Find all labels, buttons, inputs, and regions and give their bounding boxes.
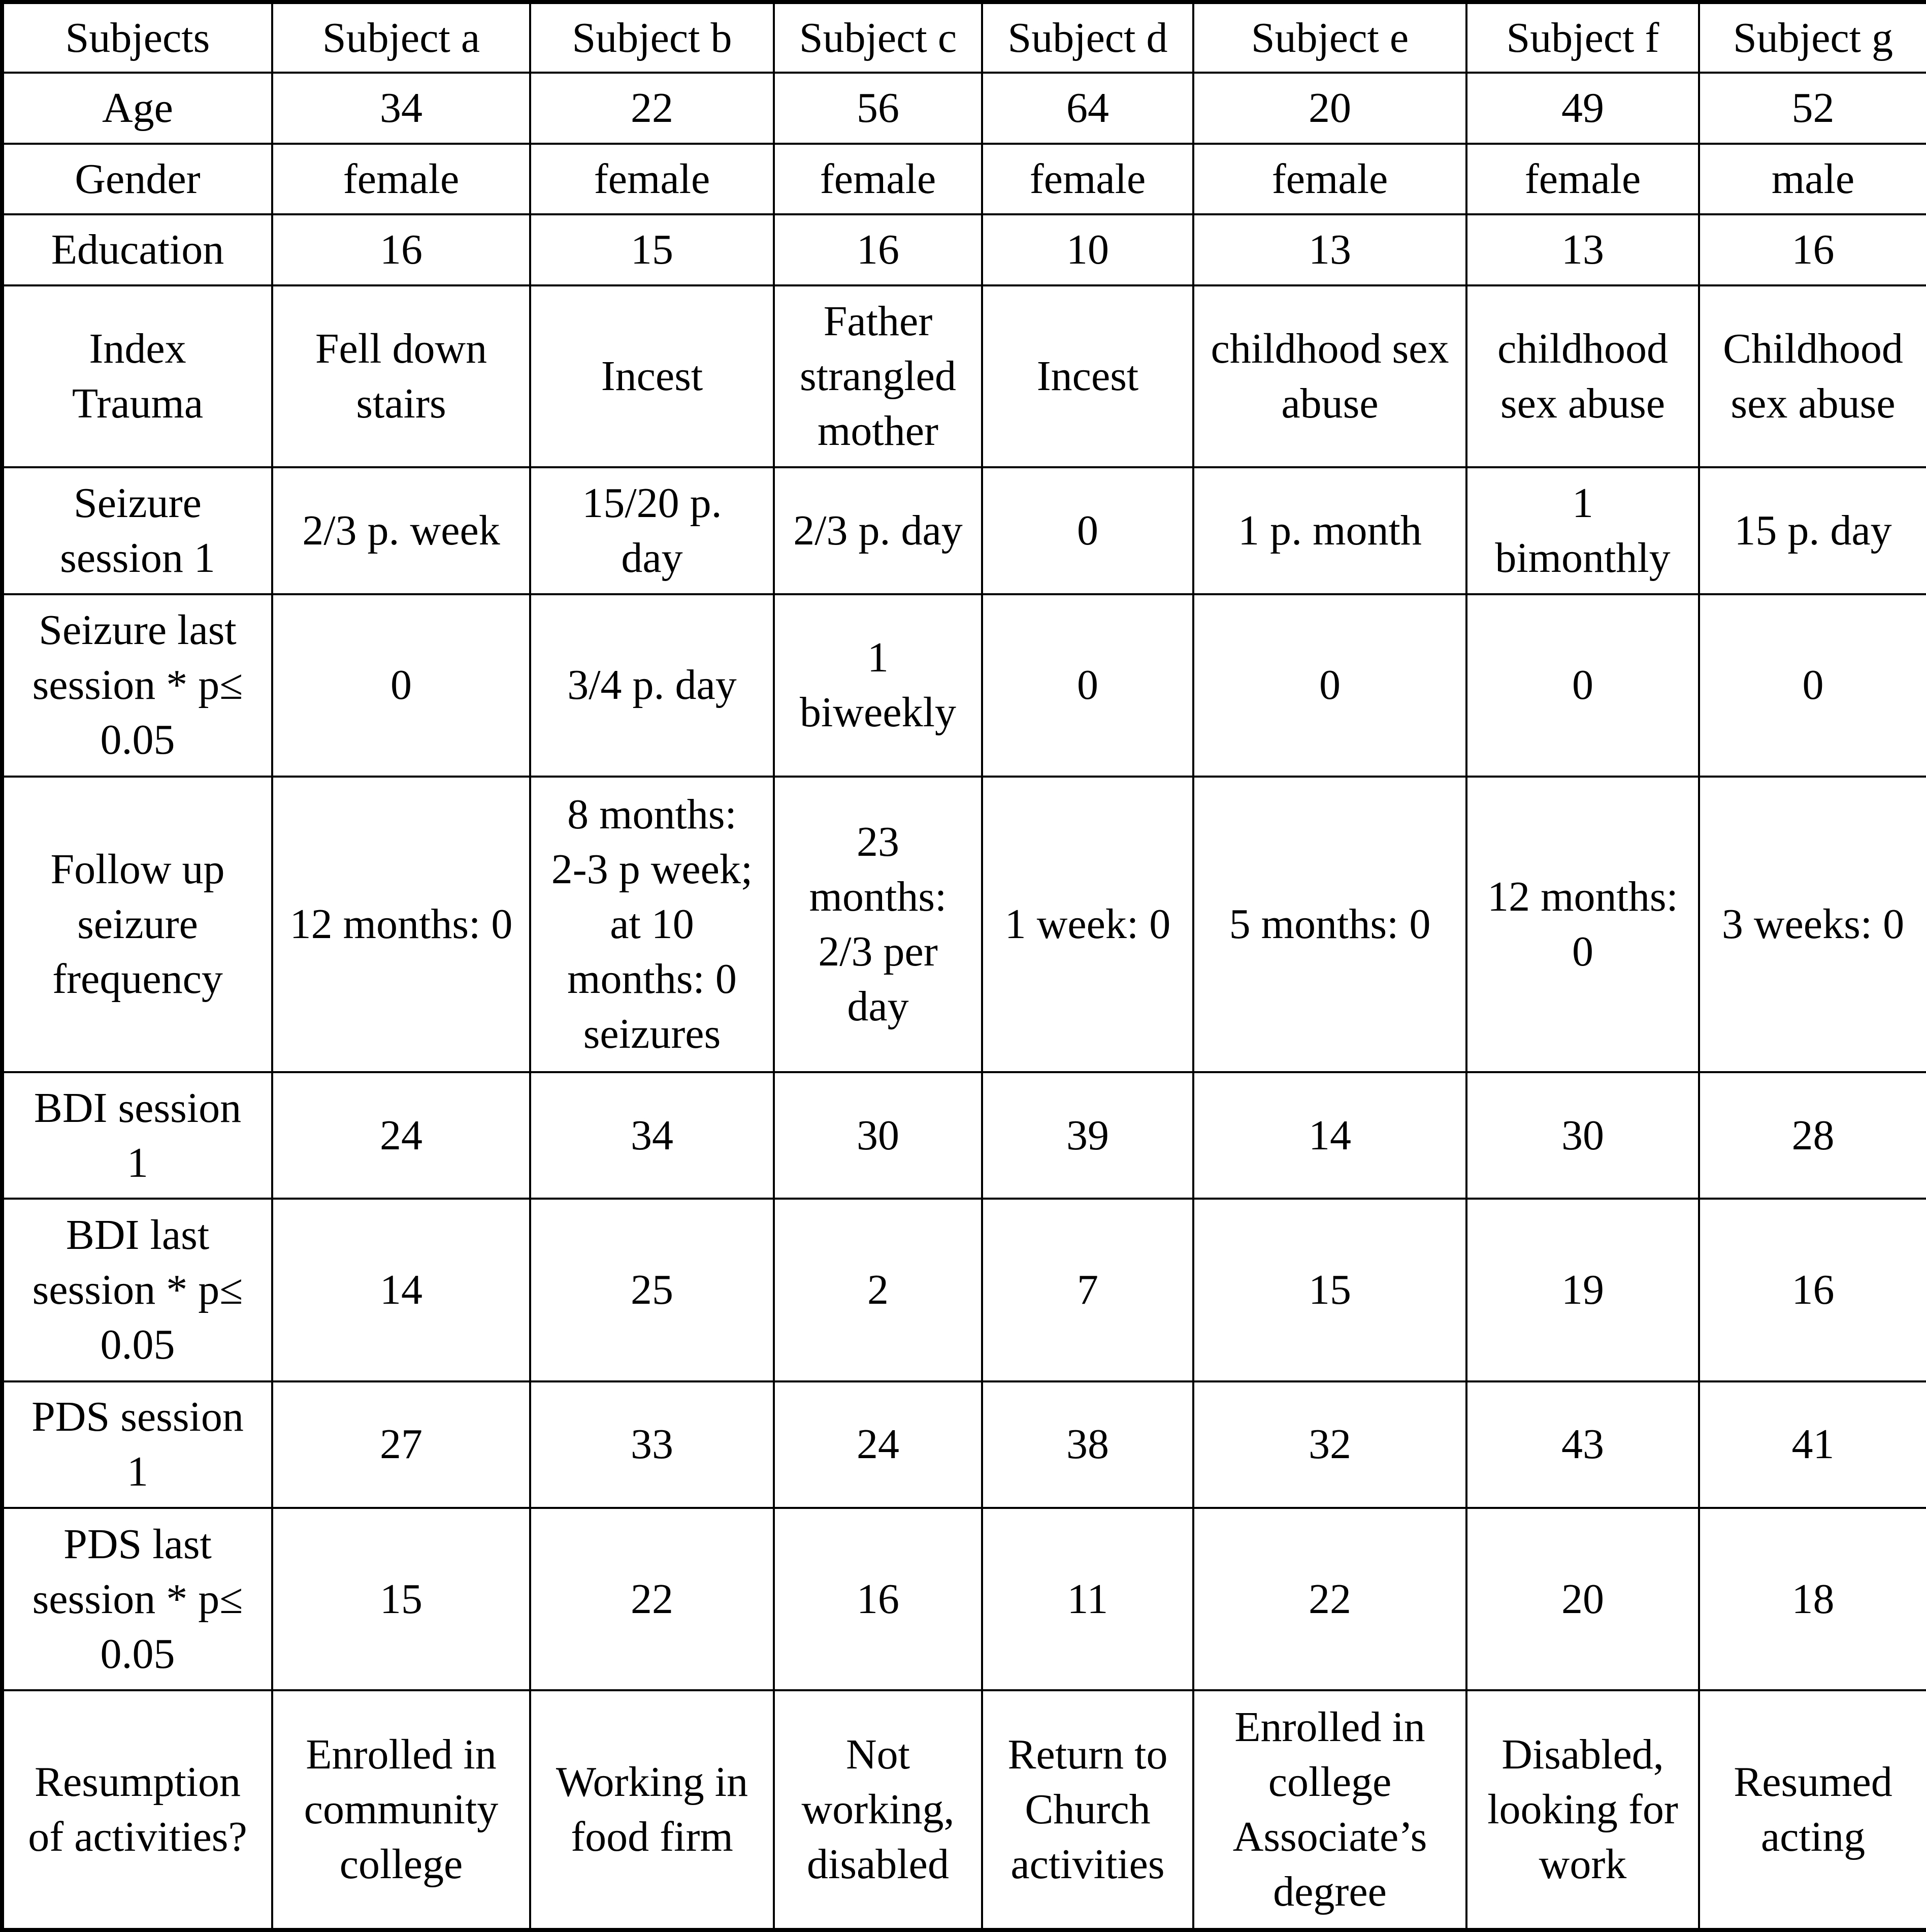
table-cell: 16 bbox=[774, 214, 982, 285]
table-cell: Enrolled in college Associate’s degree bbox=[1193, 1690, 1466, 1930]
table-cell: 15 bbox=[272, 1508, 530, 1690]
table-cell: 3/4 p. day bbox=[530, 594, 774, 777]
table-cell: 1 biweekly bbox=[774, 594, 982, 777]
row-label-bdi-last-session: BDI last session * p≤ 0.05 bbox=[2, 1199, 272, 1381]
table-cell: 16 bbox=[1699, 214, 1926, 285]
table-cell: 19 bbox=[1466, 1199, 1699, 1381]
table-cell: 34 bbox=[272, 73, 530, 143]
row-label-age: Age bbox=[2, 73, 272, 143]
table-cell: 56 bbox=[774, 73, 982, 143]
header-cell-subject-c: Subject c bbox=[774, 2, 982, 73]
table-cell: 16 bbox=[774, 1508, 982, 1690]
table-row-pds-last-session bbox=[2, 1508, 1926, 1690]
table-cell: 0 bbox=[1699, 594, 1926, 777]
table-row-bdi-last-session bbox=[2, 1199, 1926, 1381]
table-cell: 41 bbox=[1699, 1381, 1926, 1508]
table-cell: 14 bbox=[272, 1199, 530, 1381]
table-cell: Enrolled in community college bbox=[272, 1690, 530, 1930]
table-cell: Fell down stairs bbox=[272, 285, 530, 467]
row-label-pds-session-1: PDS session 1 bbox=[2, 1381, 272, 1508]
table-cell: male bbox=[1699, 144, 1926, 214]
table-row-pds-session-1 bbox=[2, 1381, 1926, 1508]
table-cell: 0 bbox=[1466, 594, 1699, 777]
table-cell: Father strangled mother bbox=[774, 285, 982, 467]
table-cell: 13 bbox=[1193, 214, 1466, 285]
table-cell: 13 bbox=[1466, 214, 1699, 285]
table-cell: 30 bbox=[1466, 1072, 1699, 1199]
row-label-seizure-session-1: Seizure session 1 bbox=[2, 467, 272, 594]
table-cell: 15 bbox=[530, 214, 774, 285]
table-cell: female bbox=[1193, 144, 1466, 214]
table-cell: 2 bbox=[774, 1199, 982, 1381]
table-cell: female bbox=[530, 144, 774, 214]
header-cell-subject-a: Subject a bbox=[272, 2, 530, 73]
table-cell: female bbox=[272, 144, 530, 214]
table-cell: 52 bbox=[1699, 73, 1926, 143]
table-cell: 43 bbox=[1466, 1381, 1699, 1508]
row-label-follow-up: Follow up seizure frequency bbox=[2, 777, 272, 1072]
table-cell: 20 bbox=[1193, 73, 1466, 143]
table-cell: 5 months: 0 bbox=[1193, 777, 1466, 1072]
table-cell: Return to Church activities bbox=[982, 1690, 1193, 1930]
table-cell: Disabled, looking for work bbox=[1466, 1690, 1699, 1930]
table-cell: female bbox=[1466, 144, 1699, 214]
table-cell: 27 bbox=[272, 1381, 530, 1508]
table-cell: 23 months: 2/3 per day bbox=[774, 777, 982, 1072]
table-cell: Not working, disabled bbox=[774, 1690, 982, 1930]
table-cell: 1 week: 0 bbox=[982, 777, 1193, 1072]
table-cell: 12 months: 0 bbox=[1466, 777, 1699, 1072]
table-row-resumption bbox=[2, 1690, 1926, 1930]
table-cell: 49 bbox=[1466, 73, 1699, 143]
table-cell: 3 weeks: 0 bbox=[1699, 777, 1926, 1072]
header-cell-subject-e: Subject e bbox=[1193, 2, 1466, 73]
table-cell: Working in food firm bbox=[530, 1690, 774, 1930]
table-body bbox=[2, 2, 1926, 1930]
table-cell: 30 bbox=[774, 1072, 982, 1199]
table-cell: 8 months: 2-3 p week; at 10 months: 0 seizures bbox=[530, 777, 774, 1072]
table-cell: 16 bbox=[1699, 1199, 1926, 1381]
header-cell-subjects: Subjects bbox=[2, 2, 272, 73]
table-cell: 18 bbox=[1699, 1508, 1926, 1690]
table-cell: 12 months: 0 bbox=[272, 777, 530, 1072]
row-label-pds-last-session: PDS last session * p≤ 0.05 bbox=[2, 1508, 272, 1690]
table-row-gender bbox=[2, 144, 1926, 214]
table-row-seizure-session-1 bbox=[2, 467, 1926, 594]
table-cell: childhood sex abuse bbox=[1193, 285, 1466, 467]
row-label-resumption: Resumption of activities? bbox=[2, 1690, 272, 1930]
table-cell: female bbox=[982, 144, 1193, 214]
table-cell: 15/20 p. day bbox=[530, 467, 774, 594]
table-cell: 25 bbox=[530, 1199, 774, 1381]
row-label-gender: Gender bbox=[2, 144, 272, 214]
table-cell: 11 bbox=[982, 1508, 1193, 1690]
table-cell: 0 bbox=[982, 467, 1193, 594]
table-cell: 2/3 p. day bbox=[774, 467, 982, 594]
header-row bbox=[2, 2, 1926, 73]
table-cell: 1 bimonthly bbox=[1466, 467, 1699, 594]
header-cell-subject-g: Subject g bbox=[1699, 2, 1926, 73]
table-row-age bbox=[2, 73, 1926, 143]
table-cell: 22 bbox=[530, 73, 774, 143]
row-label-bdi-session-1: BDI session 1 bbox=[2, 1072, 272, 1199]
table-cell: 7 bbox=[982, 1199, 1193, 1381]
table-cell: 14 bbox=[1193, 1072, 1466, 1199]
table-cell: 0 bbox=[1193, 594, 1466, 777]
table-cell: 24 bbox=[774, 1381, 982, 1508]
table-cell: female bbox=[774, 144, 982, 214]
table-cell: 10 bbox=[982, 214, 1193, 285]
table-cell: 33 bbox=[530, 1381, 774, 1508]
row-label-seizure-last-session: Seizure last session * p≤ 0.05 bbox=[2, 594, 272, 777]
table-cell: Childhood sex abuse bbox=[1699, 285, 1926, 467]
table-cell: childhood sex abuse bbox=[1466, 285, 1699, 467]
header-cell-subject-b: Subject b bbox=[530, 2, 774, 73]
table-cell: 0 bbox=[982, 594, 1193, 777]
table-cell: 64 bbox=[982, 73, 1193, 143]
table-cell: 22 bbox=[530, 1508, 774, 1690]
table-cell: 15 p. day bbox=[1699, 467, 1926, 594]
table-cell: 34 bbox=[530, 1072, 774, 1199]
table-cell: 16 bbox=[272, 214, 530, 285]
table-cell: Incest bbox=[982, 285, 1193, 467]
table-row-index-trauma bbox=[2, 285, 1926, 467]
table-cell: 15 bbox=[1193, 1199, 1466, 1381]
table-cell: 1 p. month bbox=[1193, 467, 1466, 594]
header-cell-subject-d: Subject d bbox=[982, 2, 1193, 73]
table-row-follow-up bbox=[2, 777, 1926, 1072]
table-row-education bbox=[2, 214, 1926, 285]
table-cell: Resumed acting bbox=[1699, 1690, 1926, 1930]
table-cell: 24 bbox=[272, 1072, 530, 1199]
table-cell: 38 bbox=[982, 1381, 1193, 1508]
table-cell: 39 bbox=[982, 1072, 1193, 1199]
table-cell: 28 bbox=[1699, 1072, 1926, 1199]
row-label-index-trauma: Index Trauma bbox=[2, 285, 272, 467]
table-cell: 20 bbox=[1466, 1508, 1699, 1690]
table-cell: 0 bbox=[272, 594, 530, 777]
table-cell: 2/3 p. week bbox=[272, 467, 530, 594]
table-cell: 32 bbox=[1193, 1381, 1466, 1508]
row-label-education: Education bbox=[2, 214, 272, 285]
header-cell-subject-f: Subject f bbox=[1466, 2, 1699, 73]
table-row-seizure-last-session bbox=[2, 594, 1926, 777]
table-cell: 22 bbox=[1193, 1508, 1466, 1690]
table-cell: Incest bbox=[530, 285, 774, 467]
table-row-bdi-session-1 bbox=[2, 1072, 1926, 1199]
